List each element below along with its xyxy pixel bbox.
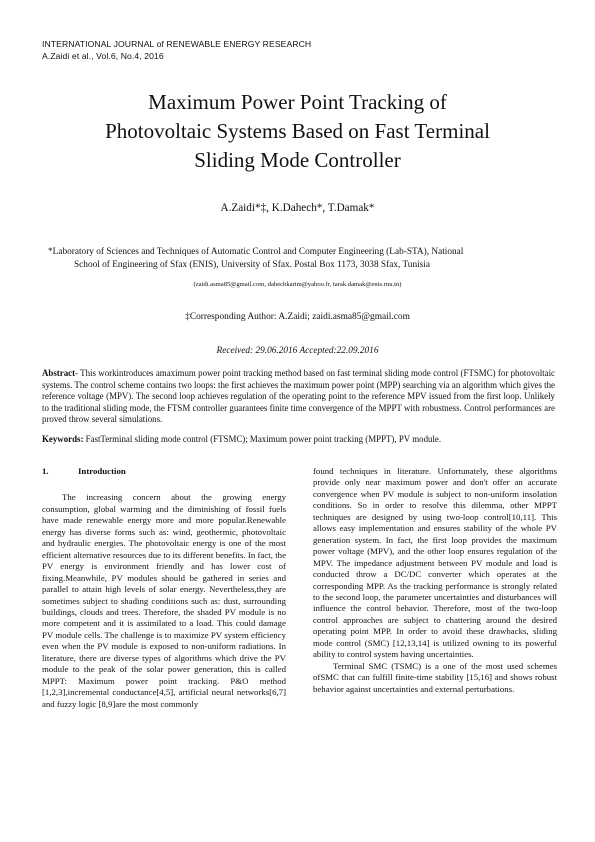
author-list: A.Zaidi*‡, K.Dahech*, T.Damak* bbox=[220, 202, 375, 214]
abstract bbox=[42, 368, 555, 426]
right-column bbox=[313, 466, 557, 695]
left-column bbox=[42, 466, 286, 710]
section-heading bbox=[42, 466, 286, 477]
keywords bbox=[42, 434, 555, 446]
section-title: Introduction bbox=[78, 466, 126, 476]
paper-title bbox=[60, 88, 535, 175]
keywords-label: Keywords: bbox=[42, 434, 84, 444]
section-number: 1. bbox=[42, 466, 49, 476]
abstract-label: Abstract bbox=[42, 368, 76, 378]
intro-paragraph-1: The increasing concern about the growing energy consumption, global warming and the diminishing of fossil fuels have made renewable energy more and more popular.Renewable energy has diverse forms such as: wind, geothermic, photovoltaic and hydraulic energies. The photovoltaic energy is one of the most efficient alternative resources due to its different benefits. In fact, the PV energy is environment friendly and has lower cost of fixing.Meanwhile, PV modules should be gathered in series and parallel to attain high levels of solar energy. Nevertheless,they are sometimes subject to shading conditions such as: dust, surrounding buildings, clouds and trees. Therefore, the shaded PV module is no more competent and it is assimilated to a load. This could damage PV module cells. The challenge is to maximize PV system efficiency even when the PV module is exposed to non-uniform radiations. In literature, there are diverse types of algorithms which drive the PV module to the peak of the solar power generation, this is called MPPT: Maximum power point tracking. P&O method [1,2,3],incremental conductance[4,5], artificial neural networks[6,7] and fuzzy logic [8,9]are the most commonly bbox=[42, 492, 286, 709]
citation-line: A.Zaidi et al., Vol.6, No.4, 2016 bbox=[42, 51, 164, 61]
abstract-text: - This workintroduces amaximum power point tracking method based on fast terminal sliding mode control (FTSMC) for photovoltaic systems. The control scheme contains two loops: the first achieves the maximum power point (MPP) searching via an algorithm which gives the reference voltage (MPV). The second loop achieves regulation of the operating point to the reference MPV issued from the first loop. Unlikely to the traditional sliding mode, the FTSM controller guarantees finite time convergence of the MPPT with robustness. Control performances are proved throw several simulations. bbox=[42, 368, 555, 425]
journal-header bbox=[42, 38, 311, 62]
title-line-2: Photovoltaic Systems Based on Fast Terminal bbox=[105, 119, 490, 143]
title-line-3: Sliding Mode Controller bbox=[194, 148, 401, 172]
intro-paragraph-3: Terminal SMC (TSMC) is a one of the most used schemes ofSMC that can fulfill finite-time stability [15,16] and shows robust behavior against uncertainties and external perturbations. bbox=[313, 660, 557, 694]
affiliation bbox=[48, 246, 553, 272]
title-line-1: Maximum Power Point Tracking of bbox=[148, 90, 447, 114]
intro-paragraph-2: found techniques in literature. Unfortunately, these algorithms provide only near maximum power and don't offer an accurate convergence when PV module is subject to non-uniform insolation conditions. So in order to resolve this dilemma, other MPPT techniques are designed by using two-loop control[10,11]. This allows easy implementation and ensures stability of the whole PV generation system. In fact, the first loop provides the maximum power voltage (MPV), and the other loop ensures regulation of the MPV. The impedance adjustment between PV module and load is conducted throw a DC/DC converter which operates at the corresponding MPP. As the tracking performance is strongly related to the second loop, the parameter uncertainties and disturbances will influence the control behavior. Therefore, most of the two-loop control approaches are subject to chattering around the desired operating point MPP. In order to avoid these drawbacks, sliding mode control (SMC) [12,13,14] is utilized owning to its powerful ability to control system having uncertainties. bbox=[313, 466, 557, 660]
received-accepted-dates: Received: 29.06.2016 Accepted:22.09.2016 bbox=[216, 346, 379, 356]
author-emails: (zaidi.asma85@gmail.com, dahechkarim@yahoo.fr, tarak.damak@enis.rnu.tn) bbox=[193, 281, 402, 288]
journal-name: INTERNATIONAL JOURNAL of RENEWABLE ENERGY RESEARCH bbox=[42, 39, 312, 49]
affiliation-line-1: *Laboratory of Sciences and Techniques of Automatic Control and Computer Engineering (Lab-STA), National bbox=[48, 247, 464, 257]
keywords-text: FastTerminal sliding mode control (FTSMC); Maximum power point tracking (MPPT), PV module. bbox=[83, 434, 442, 444]
affiliation-line-2: School of Engineering of Sfax (ENIS), University of Sfax. Postal Box 1173, 3038 Sfax, Tunisia bbox=[74, 260, 431, 270]
corresponding-author: ‡Corresponding Author: A.Zaidi; zaidi.asma85@gmail.com bbox=[185, 312, 410, 322]
